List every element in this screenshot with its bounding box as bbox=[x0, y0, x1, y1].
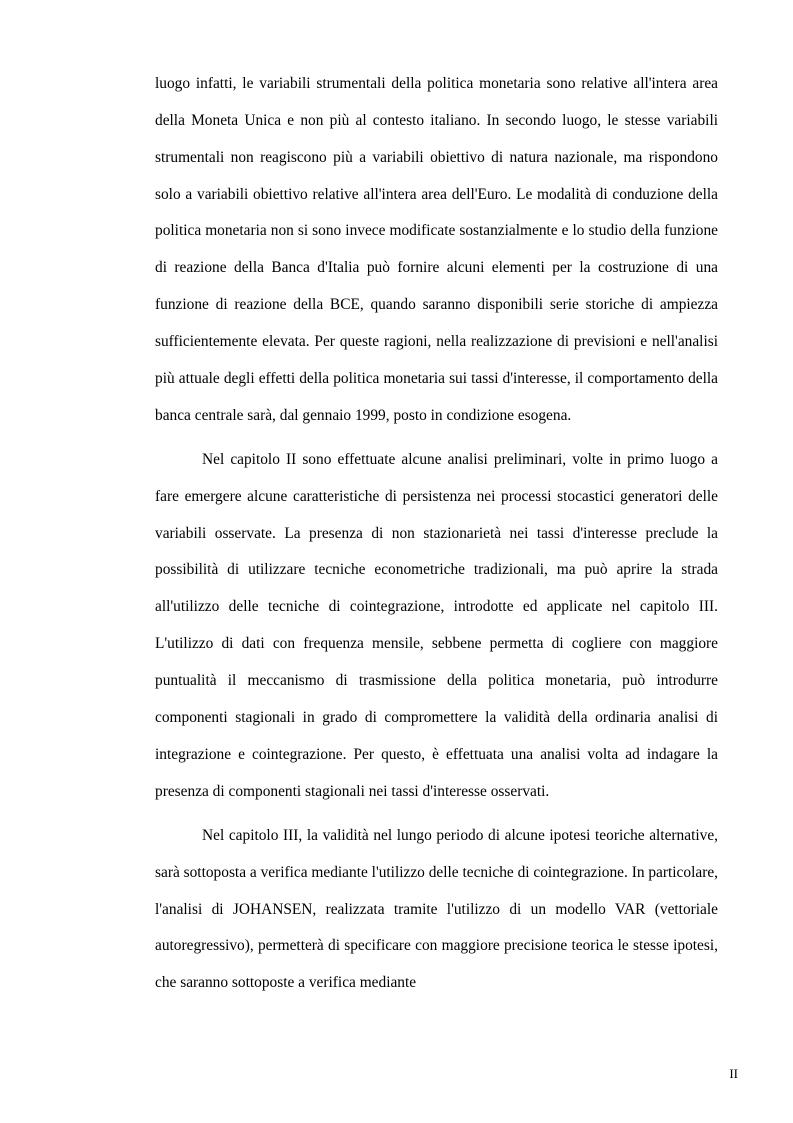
paragraph-capitolo-iii: Nel capitolo III, la validità nel lungo periodo di alcune ipotesi teoriche alternative, sarà sottoposta a verifica mediante l'utilizzo delle tecniche di cointegrazione. In particolare, l'analisi di JOHANSEN, realizzata tramite l'utilizzo di un modello VAR (vettoriale autoregressivo), permetterà di specificare con maggiore precisione teorica le stesse ipotesi, che saranno sottoposte a verifica mediante bbox=[155, 826, 718, 992]
paragraph-capitolo-ii: Nel capitolo II sono effettuate alcune analisi preliminari, volte in primo luogo a fare emergere alcune caratteristiche di persistenza nei processi stocastici generatori delle variabili osservate. La presenza di non stazionarietà nei tassi d'interesse preclude la possibilità di utilizzare tecniche econometriche tradizionali, ma può aprire la strada all'utilizzo delle tecniche di cointegrazione, introdotte ed applicate nel capitolo III. L'utilizzo di dati con frequenza mensile, sebbene permetta di cogliere con maggiore puntualità il meccanismo di trasmissione della politica monetaria, può introdurre componenti stagionali in grado di compromettere la validità della ordinaria analisi di integrazione e cointegrazione. Per questo, è effettuata una analisi volta ad indagare la presenza di componenti stagionali nei tassi d'interesse osservati. bbox=[155, 450, 718, 800]
paragraph-continuation: luogo infatti, le variabili strumentali della politica monetaria sono relative all'intera area della Moneta Unica e non più al contesto italiano. In secondo luogo, le stesse variabili strumentali non reagiscono più a variabili obiettivo di natura nazionale, ma rispondono solo a variabili obiettivo relative all'intera area dell'Euro. Le modalità di conduzione della politica monetaria non si sono invece modificate sostanzialmente e lo studio della funzione di reazione della Banca d'Italia può fornire alcuni elementi per la costruzione di una funzione di reazione della BCE, quando saranno disponibili serie storiche di ampiezza sufficientemente elevata. Per queste ragioni, nella realizzazione di previsioni e nell'analisi più attuale degli effetti della politica monetaria sui tassi d'interesse, il comportamento della banca centrale sarà, dal gennaio 1999, posto in condizione esogena. bbox=[155, 75, 718, 424]
body-text bbox=[155, 66, 718, 1010]
page-number: II bbox=[729, 1066, 738, 1081]
